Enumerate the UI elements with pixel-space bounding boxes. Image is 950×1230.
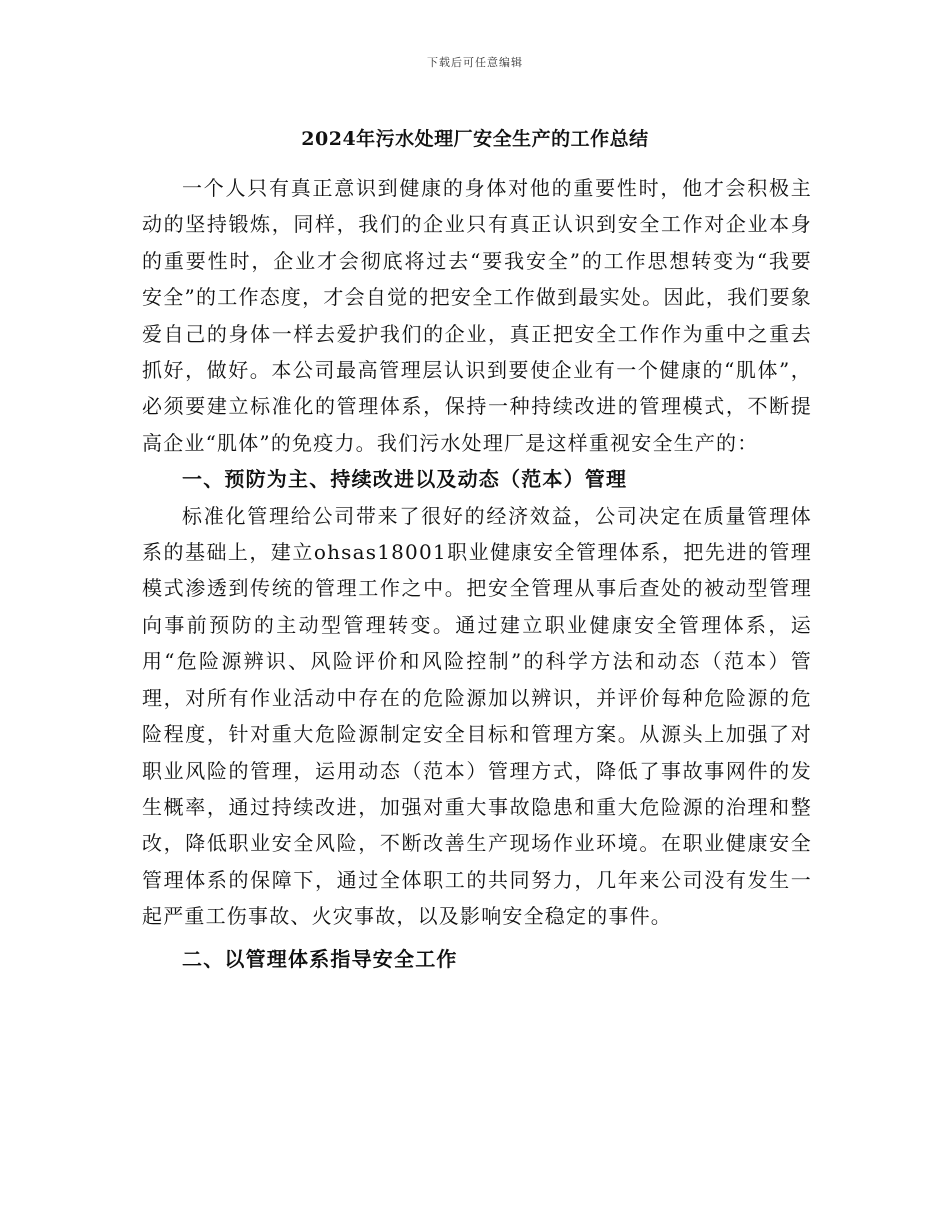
section-1-paragraph: 标准化管理给公司带来了很好的经济效益，公司决定在质量管理体系的基础上，建立ohsas18001职业健康安全管理体系，把先进的管理模式渗透到传统的管理工作之中。把安全管理从事后查处的被动型管理向事前预防的主动型管理转变。通过建立职业健康安全管理体系，运用“危险源辨识、风险评价和风险控制”的科学方法和动态（范本）管理，对所有作业活动中存在的危险源加以辨识，并评价每种危险源的危险程度，针对重大危险源制定安全目标和管理方案。从源头上加强了对职业风险的管理，运用动态（范本）管理方式，降低了事故事网件的发生概率，通过持续改进，加强对重大事故隐患和重大危险源的治理和整改，降低职业安全风险，不断改善生产现场作业环境。在职业健康安全管理体系的保障下，通过全体职工的共同努力，几年来公司没有发生一起严重工伤事故、火灾事故，以及影响安全稳定的事件。 (142, 503, 812, 929)
header-note: 下载后可任意编辑 (427, 56, 523, 69)
document-body (142, 170, 812, 977)
document-title: 2024年污水处理厂安全生产的工作总结 (301, 128, 649, 150)
intro-paragraph: 一个人只有真正意识到健康的身体对他的重要性时，他才会积极主动的坚持锻炼，同样，我们的企业只有真正认识到安全工作对企业本身的重要性时，企业才会彻底将过去“要我安全”的工作思想转变为“我要安全”的工作态度，才会自觉的把安全工作做到最实处。因此，我们要象爱自己的身体一样去爱护我们的企业，真正把安全工作作为重中之重去抓好，做好。本公司最高管理层认识到要使企业有一个健康的“肌体”，必须要建立标准化的管理体系，保持一种持续改进的管理模式，不断提高企业“肌体”的免疫力。我们污水处理厂是这样重视安全生产的： (142, 176, 812, 455)
section-2-heading: 二、以管理体系指导安全工作 (182, 946, 458, 971)
section-1-heading: 一、预防为主、持续改进以及动态（范本）管理 (182, 467, 628, 492)
